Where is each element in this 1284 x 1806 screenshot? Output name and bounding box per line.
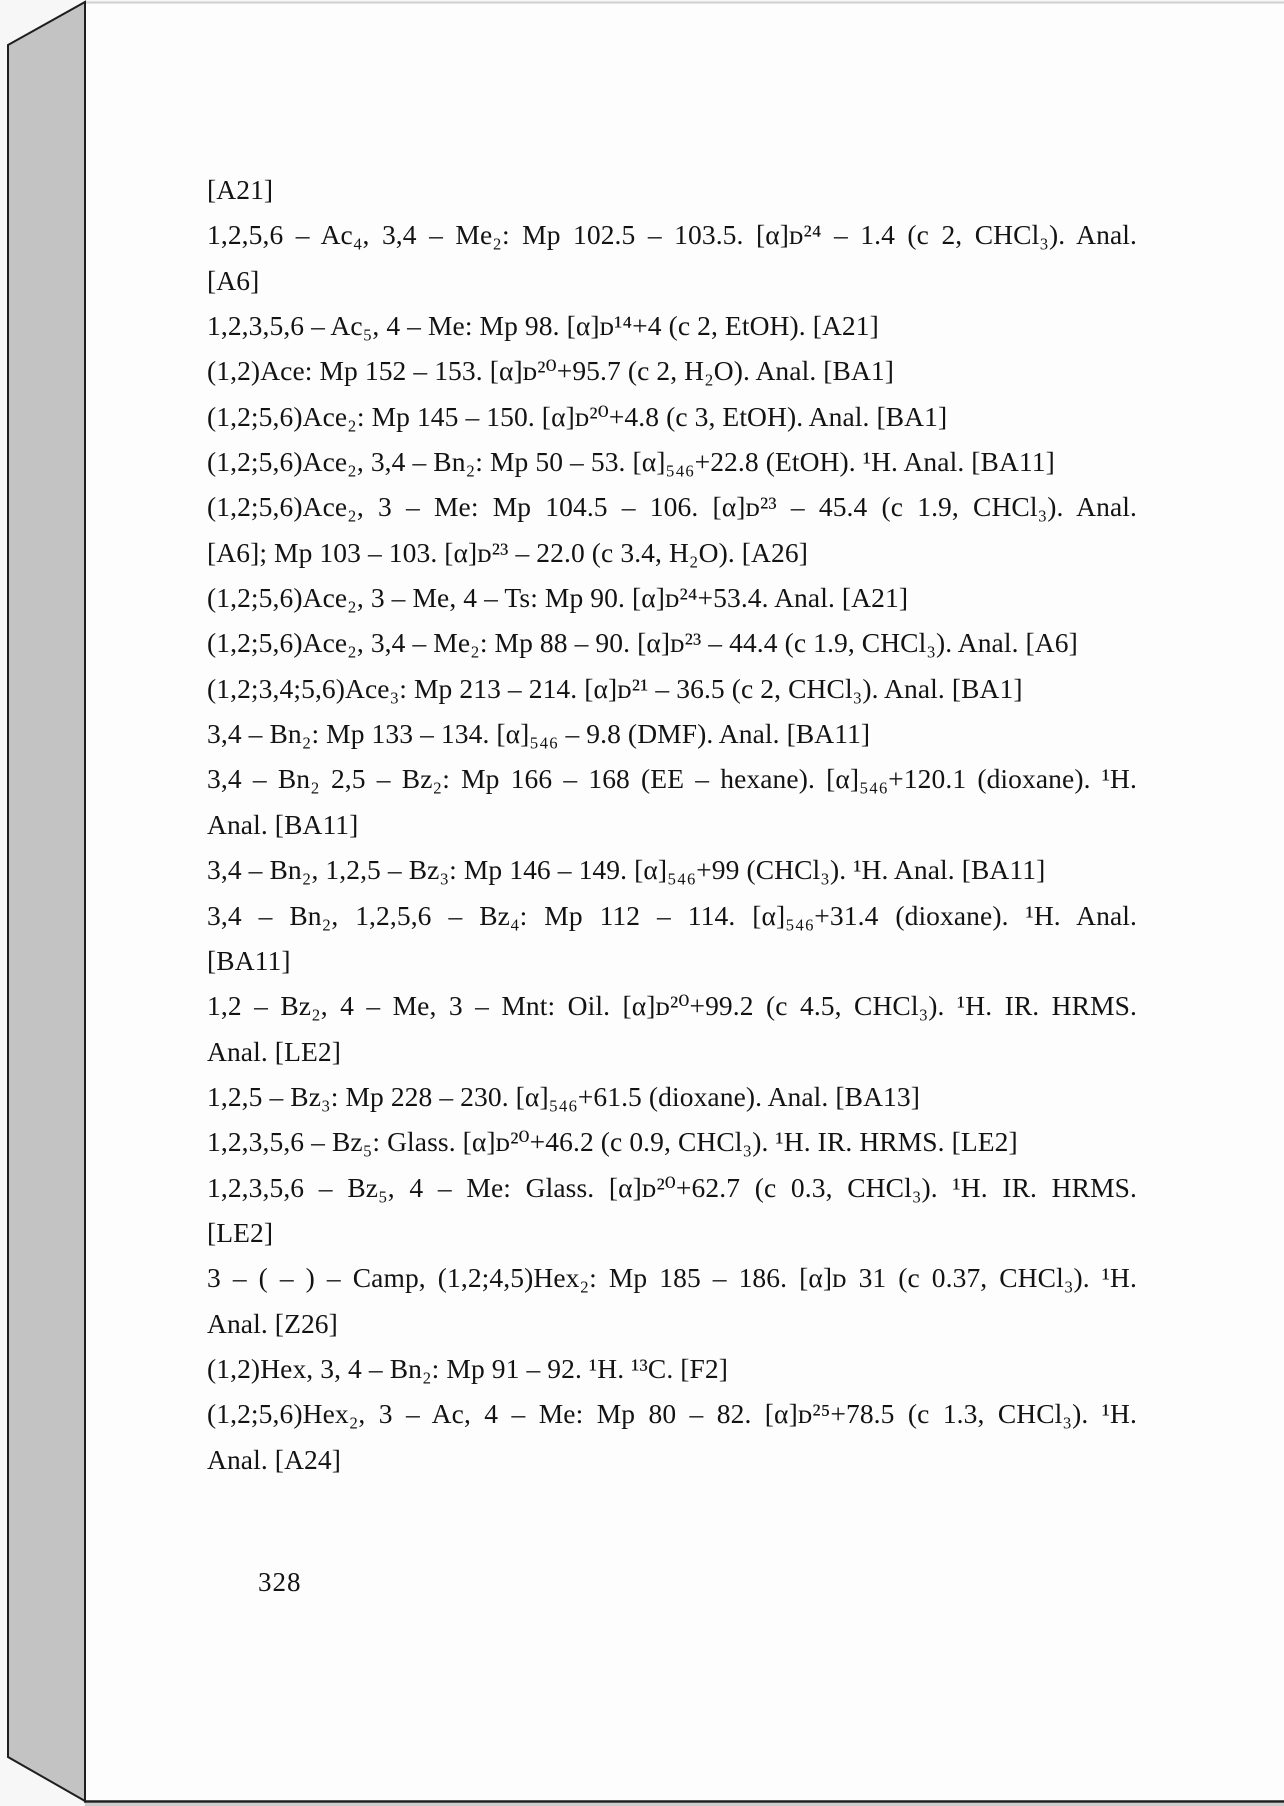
- entry-line: (1,2)Ace: Mp 152 – 153. [α]ᴅ²⁰+95.7 (c 2, H₂O). Anal. [BA1]: [207, 355, 895, 387]
- entry-line: (1,2;3,4;5,6)Ace₃: Mp 213 – 214. [α]ᴅ²¹ – 36.5 (c 2, CHCl₃). Anal. [BA1]: [207, 672, 1023, 704]
- entry-line: 1,2 – Bz₂, 4 – Me, 3 – Mnt: Oil. [α]ᴅ²⁰+99.2 (c 4.5, CHCl₃). ¹H. IR. HRMS.: [207, 990, 1137, 1022]
- entry-line: 1,2,3,5,6 – Bz₅: Glass. [α]ᴅ²⁰+46.2 (c 0.9, CHCl₃). ¹H. IR. HRMS. [LE2]: [207, 1126, 1018, 1158]
- entry-line: (1,2;5,6)Ace₂, 3 – Me, 4 – Ts: Mp 90. [α]ᴅ²⁴+53.4. Anal. [A21]: [207, 582, 909, 614]
- page-number: 328: [258, 1567, 302, 1597]
- entry-line: 3 – ( – ) – Camp, (1,2;4,5)Hex₂: Mp 185 – 186. [α]ᴅ 31 (c 0.37, CHCl₃). ¹H.: [207, 1262, 1137, 1294]
- entry-line: Anal. [Z26]: [207, 1307, 338, 1339]
- entry-line: (1,2;5,6)Ace₂: Mp 145 – 150. [α]ᴅ²⁰+4.8 (c 3, EtOH). Anal. [BA1]: [207, 400, 948, 432]
- entry-line: (1,2;5,6)Hex₂, 3 – Ac, 4 – Me: Mp 80 – 82. [α]ᴅ²⁵+78.5 (c 1.3, CHCl₃). ¹H.: [207, 1398, 1137, 1430]
- entry-line: Anal. [A24]: [207, 1443, 341, 1475]
- entry-line: 1,2,5,6 – Ac₄, 3,4 – Me₂: Mp 102.5 – 103.5. [α]ᴅ²⁴ – 1.4 (c 2, CHCl₃). Anal.: [207, 219, 1137, 251]
- entry-line: Anal. [BA11]: [207, 808, 359, 840]
- page-text: [207, 167, 1137, 1482]
- entry-line: 3,4 – Bn₂: Mp 133 – 134. [α]₅₄₆ – 9.8 (DMF). Anal. [BA11]: [207, 718, 871, 750]
- entry-line: 1,2,5 – Bz₃: Mp 228 – 230. [α]₅₄₆+61.5 (dioxane). Anal. [BA13]: [207, 1080, 920, 1112]
- page-edge-left: [8, 2, 85, 1801]
- book-page: [85, 2, 1284, 1802]
- entry-line: [BA11]: [207, 944, 291, 976]
- entry-line: (1,2)Hex, 3, 4 – Bn₂: Mp 91 – 92. ¹H. ¹³C. [F2]: [207, 1352, 729, 1384]
- entry-line: (1,2;5,6)Ace₂, 3 – Me: Mp 104.5 – 106. [α]ᴅ²³ – 45.4 (c 1.9, CHCl₃). Anal.: [207, 491, 1137, 523]
- entry-line: 3,4 – Bn₂, 1,2,5,6 – Bz₄: Mp 112 – 114. [α]₅₄₆+31.4 (dioxane). ¹H. Anal.: [207, 899, 1137, 931]
- entry-line: Anal. [LE2]: [207, 1035, 341, 1067]
- entry-line: [A21]: [207, 174, 274, 205]
- entry-line: 3,4 – Bn₂, 1,2,5 – Bz₃: Mp 146 – 149. [α]₅₄₆+99 (CHCl₃). ¹H. Anal. [BA11]: [207, 854, 1046, 886]
- entry-line: [A6]: [207, 264, 260, 296]
- entry-line: [A6]; Mp 103 – 103. [α]ᴅ²³ – 22.0 (c 3.4, H₂O). [A26]: [207, 536, 808, 568]
- entry-line: [LE2]: [207, 1216, 274, 1248]
- entry-line: 1,2,3,5,6 – Bz₅, 4 – Me: Glass. [α]ᴅ²⁰+62.7 (c 0.3, CHCl₃). ¹H. IR. HRMS.: [207, 1171, 1137, 1203]
- entry-line: 3,4 – Bn₂ 2,5 – Bz₂: Mp 166 – 168 (EE – hexane). [α]₅₄₆+120.1 (dioxane). ¹H.: [207, 763, 1137, 795]
- entry-line: 1,2,3,5,6 – Ac₅, 4 – Me: Mp 98. [α]ᴅ¹⁴+4 (c 2, EtOH). [A21]: [207, 310, 879, 342]
- entry-line: (1,2;5,6)Ace₂, 3,4 – Bn₂: Mp 50 – 53. [α]₅₄₆+22.8 (EtOH). ¹H. Anal. [BA11]: [207, 446, 1055, 478]
- entry-line: (1,2;5,6)Ace₂, 3,4 – Me₂: Mp 88 – 90. [α]ᴅ²³ – 44.4 (c 1.9, CHCl₃). Anal. [A6]: [207, 627, 1078, 659]
